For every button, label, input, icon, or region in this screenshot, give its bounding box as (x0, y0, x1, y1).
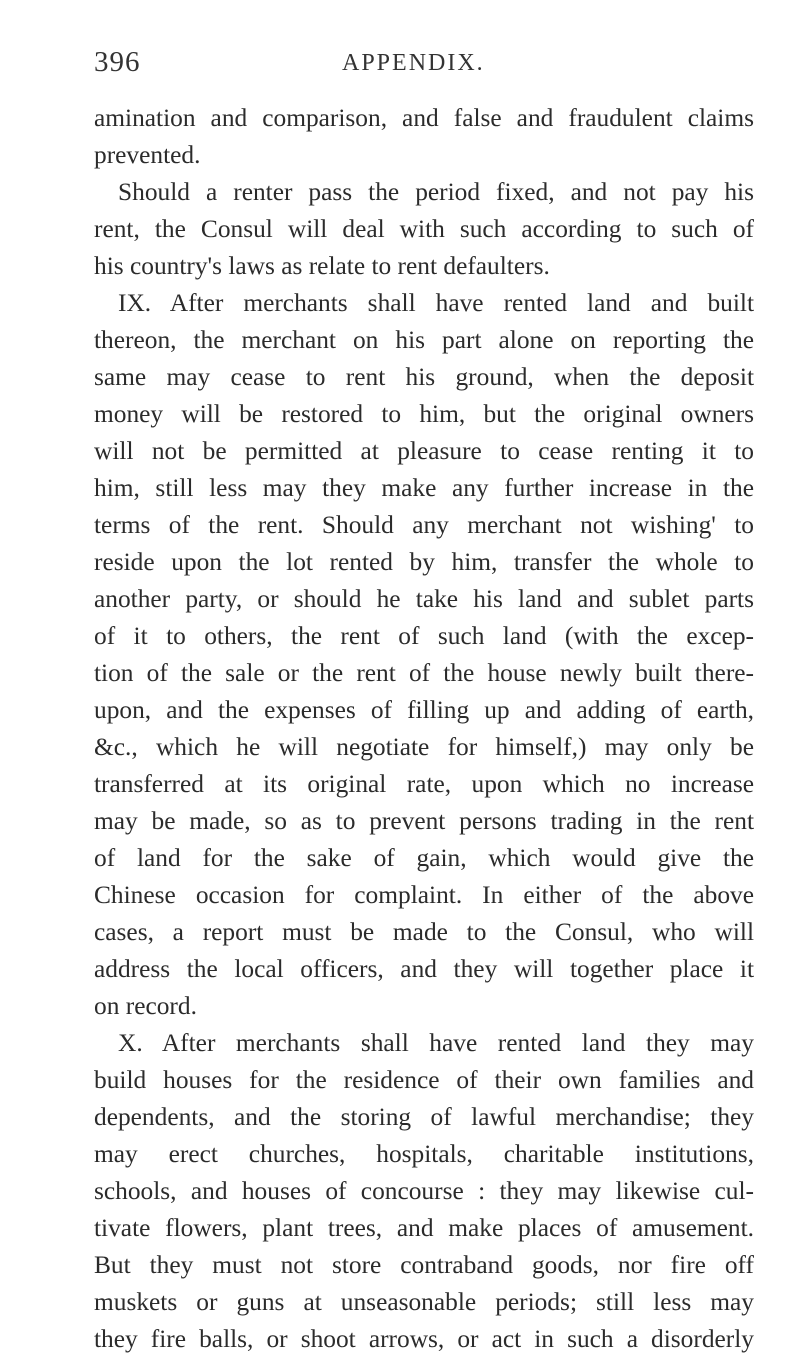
text-line: build houses for the residence of their own families and (94, 1066, 754, 1094)
text-line: rent, the Consul will deal with such according to such of (94, 215, 754, 243)
text-line: may erect churches, hospitals, charitable institutions, (94, 1140, 754, 1168)
text-line: upon, and the expenses of filling up and adding of earth, (94, 696, 754, 724)
text-line: tion of the sale or the rent of the house newly built there- (94, 659, 754, 687)
text-line: transferred at its original rate, upon which no increase (94, 770, 754, 798)
text-line: his country's laws as relate to rent defaulters. (94, 252, 550, 280)
text-line: money will be restored to him, but the original owners (94, 400, 754, 428)
body-text (94, 100, 754, 1358)
text-line: But they must not store contraband goods, nor fire off (94, 1251, 754, 1279)
text-line: tivate flowers, plant trees, and make places of amusement. (94, 1214, 754, 1242)
page-number: 396 (94, 46, 141, 78)
text-line: prevented. (94, 141, 201, 169)
running-head (94, 46, 748, 86)
text-line: of it to others, the rent of such land (with the excep- (94, 622, 754, 650)
text-line: amination and comparison, and false and fraudulent claims (94, 104, 754, 132)
text-line: X. After merchants shall have rented land they may (118, 1029, 754, 1057)
text-line: terms of the rent. Should any merchant not wishing' to (94, 511, 754, 539)
text-line: him, still less may they make any further increase in the (94, 474, 754, 502)
text-line: cases, a report must be made to the Consul, who will (94, 918, 754, 946)
text-line: schools, and houses of concourse : they may likewise cul- (94, 1177, 754, 1205)
text-line: reside upon the lot rented by him, transfer the whole to (94, 548, 754, 576)
text-line: same may cease to rent his ground, when the deposit (94, 363, 754, 391)
text-line: on record. (94, 992, 197, 1020)
text-line: muskets or guns at unseasonable periods; still less may (94, 1288, 754, 1316)
text-line: IX. After merchants shall have rented land and built (118, 289, 754, 317)
text-line: Chinese occasion for complaint. In either of the above (94, 881, 754, 909)
running-title: APPENDIX. (342, 50, 485, 76)
text-line: Should a renter pass the period fixed, and not pay his (118, 178, 754, 206)
text-line: address the local officers, and they will together place it (94, 955, 754, 983)
text-line: they fire balls, or shoot arrows, or act in such a disorderly (94, 1325, 754, 1353)
text-line: &c., which he will negotiate for himself,) may only be (94, 733, 754, 761)
text-line: dependents, and the storing of lawful merchandise; they (94, 1103, 754, 1131)
text-line: of land for the sake of gain, which would give the (94, 844, 754, 872)
text-line: will not be permitted at pleasure to cease renting it to (94, 437, 754, 465)
text-line: thereon, the merchant on his part alone on reporting the (94, 326, 754, 354)
text-line: another party, or should he take his land and sublet parts (94, 585, 754, 613)
text-line: may be made, so as to prevent persons trading in the rent (94, 807, 754, 835)
